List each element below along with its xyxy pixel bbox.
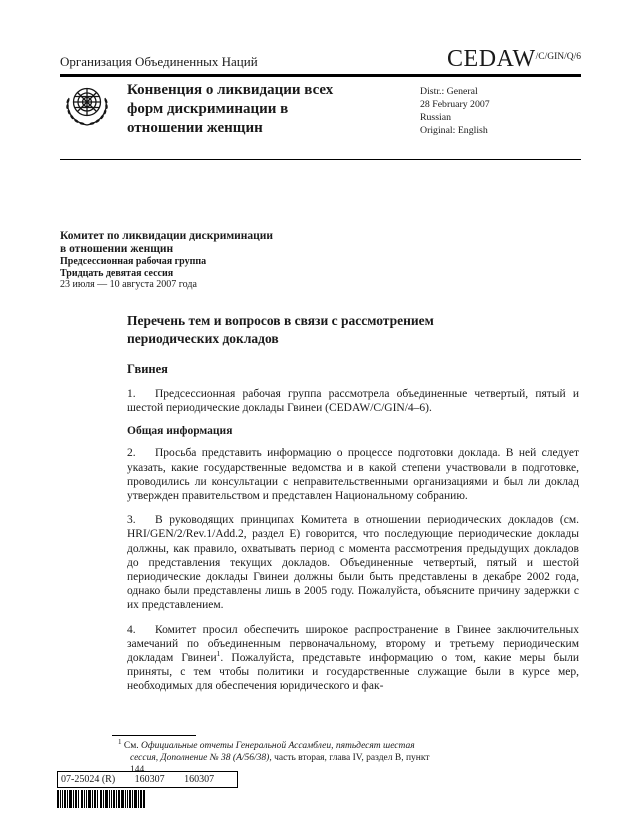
masthead-divider xyxy=(60,159,581,160)
barcode xyxy=(57,790,145,808)
footnote-rest: , часть вторая, глава IV, раздел B, пункт 144. xyxy=(130,752,430,775)
document-title xyxy=(127,312,579,347)
paragraph-4-number: 4. xyxy=(127,623,136,636)
country-heading: Гвинея xyxy=(127,362,168,376)
footnote-see: См. xyxy=(123,741,141,751)
paragraph-2-number: 2. xyxy=(127,447,136,460)
footer-doc-number: 07-25024 (R) xyxy=(61,774,116,785)
document-title-line2: периодических докладов xyxy=(127,330,279,346)
paragraph-4 xyxy=(127,623,579,694)
committee-name-line2: в отношении женщин xyxy=(60,243,174,255)
doc-symbol-main: CEDAW xyxy=(447,46,536,72)
footnote-marker: 1 xyxy=(118,737,122,746)
footer-box xyxy=(57,771,238,788)
footnote-source: Официальные отчеты Генеральной Ассамблеи, пятьдесят шестая сессия, Дополнение № 38 (A/56/38) xyxy=(130,741,415,763)
header-divider xyxy=(60,74,581,77)
document-header xyxy=(60,46,581,73)
document-title-line1: Перечень тем и вопросов в связи с рассмотрением xyxy=(127,313,434,328)
paragraph-2 xyxy=(127,446,579,503)
paragraph-1 xyxy=(127,387,579,415)
distr-language: Russian xyxy=(420,112,452,123)
section-heading: Общая информация xyxy=(127,425,233,438)
convention-title-line2: форм дискриминации в xyxy=(127,101,289,117)
paragraph-4-text-pre: Комитет просил обеспечить широкое распространение в Гвинее заключительных замечаний по объединенным первоначальному, второму и третьему периодическим докладам Гвинеи xyxy=(127,623,579,665)
un-emblem-icon xyxy=(62,84,112,131)
session-name: Тридцать девятая сессия xyxy=(60,267,174,279)
working-group: Предсессионная рабочая группа xyxy=(60,256,207,267)
footer-code-2: 160307 xyxy=(184,774,215,785)
footnote-ref: 1 xyxy=(216,649,221,659)
paragraph-1-text: Предсессионная рабочая группа рассмотрела объединенные четвертый, пятый и шестой периодические доклады Гвинеи (CEDAW/C/GIN/4–6). xyxy=(127,388,579,415)
committee-name-line1: Комитет по ликвидации дискриминации xyxy=(60,230,274,242)
org-name: Организация Объединенных Наций xyxy=(60,54,258,69)
document-body xyxy=(127,312,579,704)
distr-original: Original: English xyxy=(420,125,488,136)
footer-code-1: 160307 xyxy=(134,774,165,785)
session-dates: 23 июля — 10 августа 2007 года xyxy=(60,279,197,290)
distr-date: 28 February 2007 xyxy=(420,99,490,110)
paragraph-3 xyxy=(127,513,579,612)
doc-symbol xyxy=(447,46,581,73)
distr-line: Distr.: General xyxy=(420,86,478,97)
footnote-divider xyxy=(112,735,196,736)
doc-symbol-suffix: /C/GIN/Q/6 xyxy=(535,52,581,62)
convention-title-line1: Конвенция о ликвидации всех xyxy=(127,82,334,98)
distribution-block xyxy=(420,85,490,137)
convention-title xyxy=(127,81,333,138)
paragraph-3-number: 3. xyxy=(127,514,136,527)
paragraph-2-text: Просьба представить информацию о процессе подготовки доклада. В ней следует указать, какие государственные ведомства и в какой степени участвовали в подготовке, проводились ли консультации с неправительственными организациями и был ли доклад утвержден правительством и представлен Национальному собранию. xyxy=(127,447,579,503)
paragraph-3-text: В руководящих принципах Комитета в отношении периодических докладов (см. HRI/GEN/2/Rev.1/Add.2, раздел E) говорится, что последующие периодические доклады должны, как правило, охватывать период с момента рассмотрения предыдущих докладов до представления текущих докладов. Объединенные четвертый, пятый и шестой периодические доклады Гвинеи должны были быть представлены в декабре 2002 года, однако были представлены лишь в 2005 году. Пожалуйста, объясните причину задержки с их представлением. xyxy=(127,514,579,612)
session-block xyxy=(60,230,273,291)
paragraph-4-text-post: . Пожалуйста, представьте информацию о том, какие меры были приняты, с тем чтобы политики и государственные служащие были в курсе мер, необходимых для обеспечения юридического и фак- xyxy=(127,652,579,693)
paragraph-1-number: 1. xyxy=(127,388,136,400)
convention-title-line3: отношении женщин xyxy=(127,120,263,136)
